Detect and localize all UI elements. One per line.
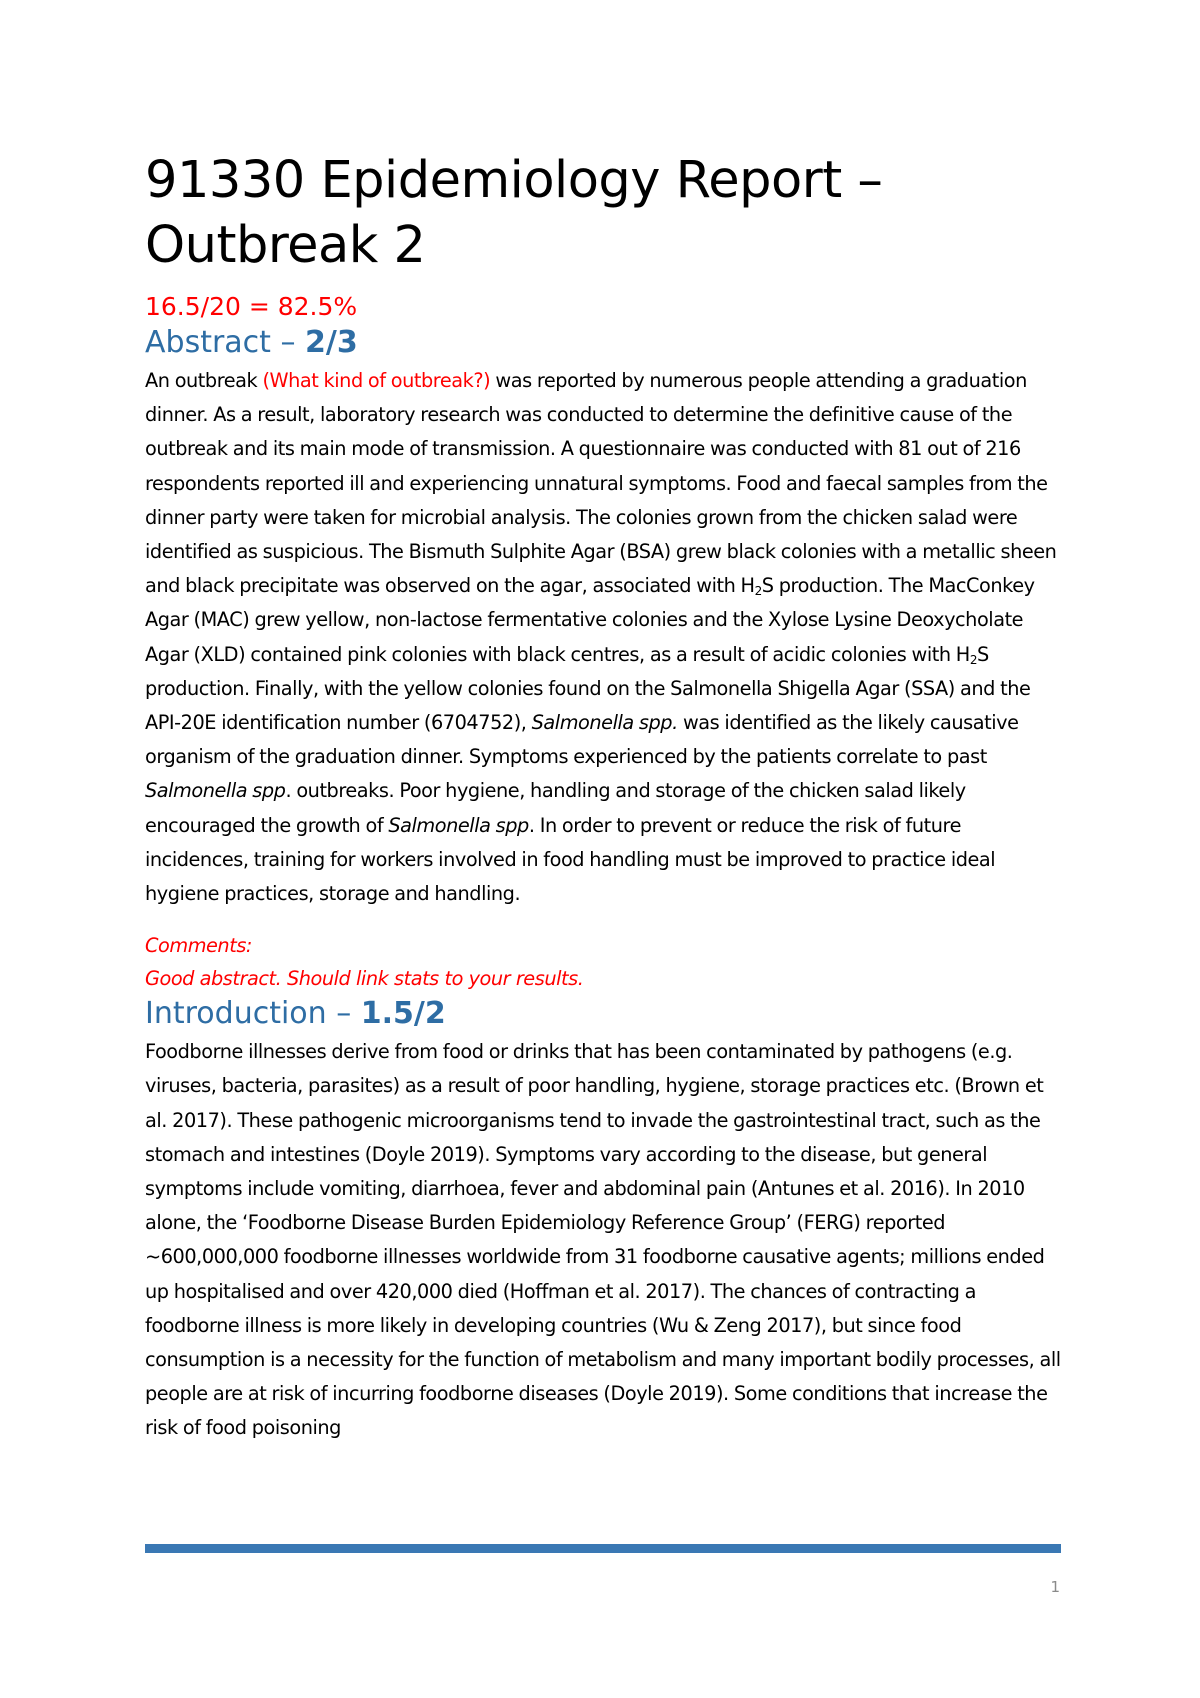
abstract-mark: 2/3 — [305, 325, 358, 360]
marker-comments — [145, 929, 1065, 995]
document-title — [145, 148, 1065, 278]
abstract-paragraph — [145, 364, 1065, 911]
page-content — [145, 148, 1065, 1446]
grade-score: 16.5/20 = 82.5% — [145, 292, 358, 321]
subscript-2: 2 — [754, 584, 762, 599]
abstract-text-part4: was identified as the likely causative organism of the graduation dinner. Symptoms experienced by the patients correlate to past — [145, 711, 1019, 769]
abstract-heading — [145, 324, 1065, 362]
abstract-heading-label: Abstract – — [145, 325, 306, 360]
introduction-heading-label: Introduction – — [145, 996, 361, 1032]
abstract-text-start: An outbreak — [145, 369, 263, 392]
footer-divider-bar — [145, 1544, 1061, 1553]
abstract-text-part3: S production. Finally, with the yellow colonies found on the Salmonella Shigella Agar (SSA) and the API-20E identification number (6704752), — [145, 642, 1031, 735]
introduction-mark: 1.5/2 — [360, 996, 446, 1032]
abstract-text-part5: . outbreaks. Poor hygiene, handling and storage of the chicken salad likely encouraged the growth of — [145, 779, 966, 837]
inline-marker-comment: (What kind of outbreak?) — [262, 369, 491, 392]
title-line-1: 91330 Epidemiology Report – — [145, 151, 883, 210]
subscript-2: 2 — [969, 652, 978, 667]
comments-label: Comments: — [145, 934, 252, 958]
abstract-text-part2: S production. The MacConkey Agar (MAC) grew yellow, non-lactose fermentative colonies and the Xylose Lysine Deoxycholate Agar (XLD) contained pink colonies with black centres, as a result of acidic colonies with H — [145, 574, 1035, 666]
abstract-text-part1: was reported by numerous people attending a graduation dinner. As a result, laboratory research was conducted to determine the definitive cause of the outbreak and its main mode of transmission. A questionnaire was conducted with 81 out of 216 respondents reported ill and experiencing unnatural symptoms. Food and faecal samples from the dinner party were taken for microbial analysis. The colonies grown from the chicken salad were identified as suspicious. The Bismuth Sulphite Agar (BSA) grew black colonies with a metallic sheen and black precipitate was observed on the agar, associated with H — [145, 369, 1057, 598]
italic-organism-name: Salmonella spp — [388, 813, 529, 837]
introduction-paragraph: Foodborne illnesses derive from food or drinks that has been contaminated by pathogens (e.g. viruses, bacteria, parasites) as a result of poor handling, hygiene, storage practices etc. (Brown et al. 2017). These pathogenic microorganisms tend to invade the gastrointestinal tract, such as the stomach and intestines (Doyle 2019). Symptoms vary according to the disease, but general symptoms include vomiting, diarrhoea, fever and abdominal pain (Antunes et al. 2016). In 2010 alone, the ‘Foodborne Disease Burden Epidemiology Reference Group’ (FERG) reported ~600,000,000 foodborne illnesses worldwide from 31 foodborne causative agents; millions ended up hospitalised and over 420,000 died (Hoffman et al. 2017). The chances of contracting a foodborne illness is more likely in developing countries (Wu & Zeng 2017), but since food consumption is a necessity for the function of metabolism and many important bodily processes, all people are at risk of incurring foodborne diseases (Doyle 2019). Some conditions that increase the risk of food poisoning — [145, 1040, 1061, 1440]
comments-text: Good abstract. Should link stats to your results. — [145, 967, 584, 991]
italic-organism-name: Salmonella spp. — [531, 711, 678, 735]
introduction-heading — [145, 995, 1065, 1033]
title-line-2: Outbreak 2 — [145, 216, 426, 275]
italic-organism-name: Salmonella spp — [145, 779, 286, 803]
abstract-text-part6: . In order to prevent or reduce the risk of future incidences, training for workers involved in food handling must be improved to practice ideal hygiene practices, storage and handling. — [145, 813, 996, 906]
page-number: 1 — [1050, 1578, 1060, 1596]
